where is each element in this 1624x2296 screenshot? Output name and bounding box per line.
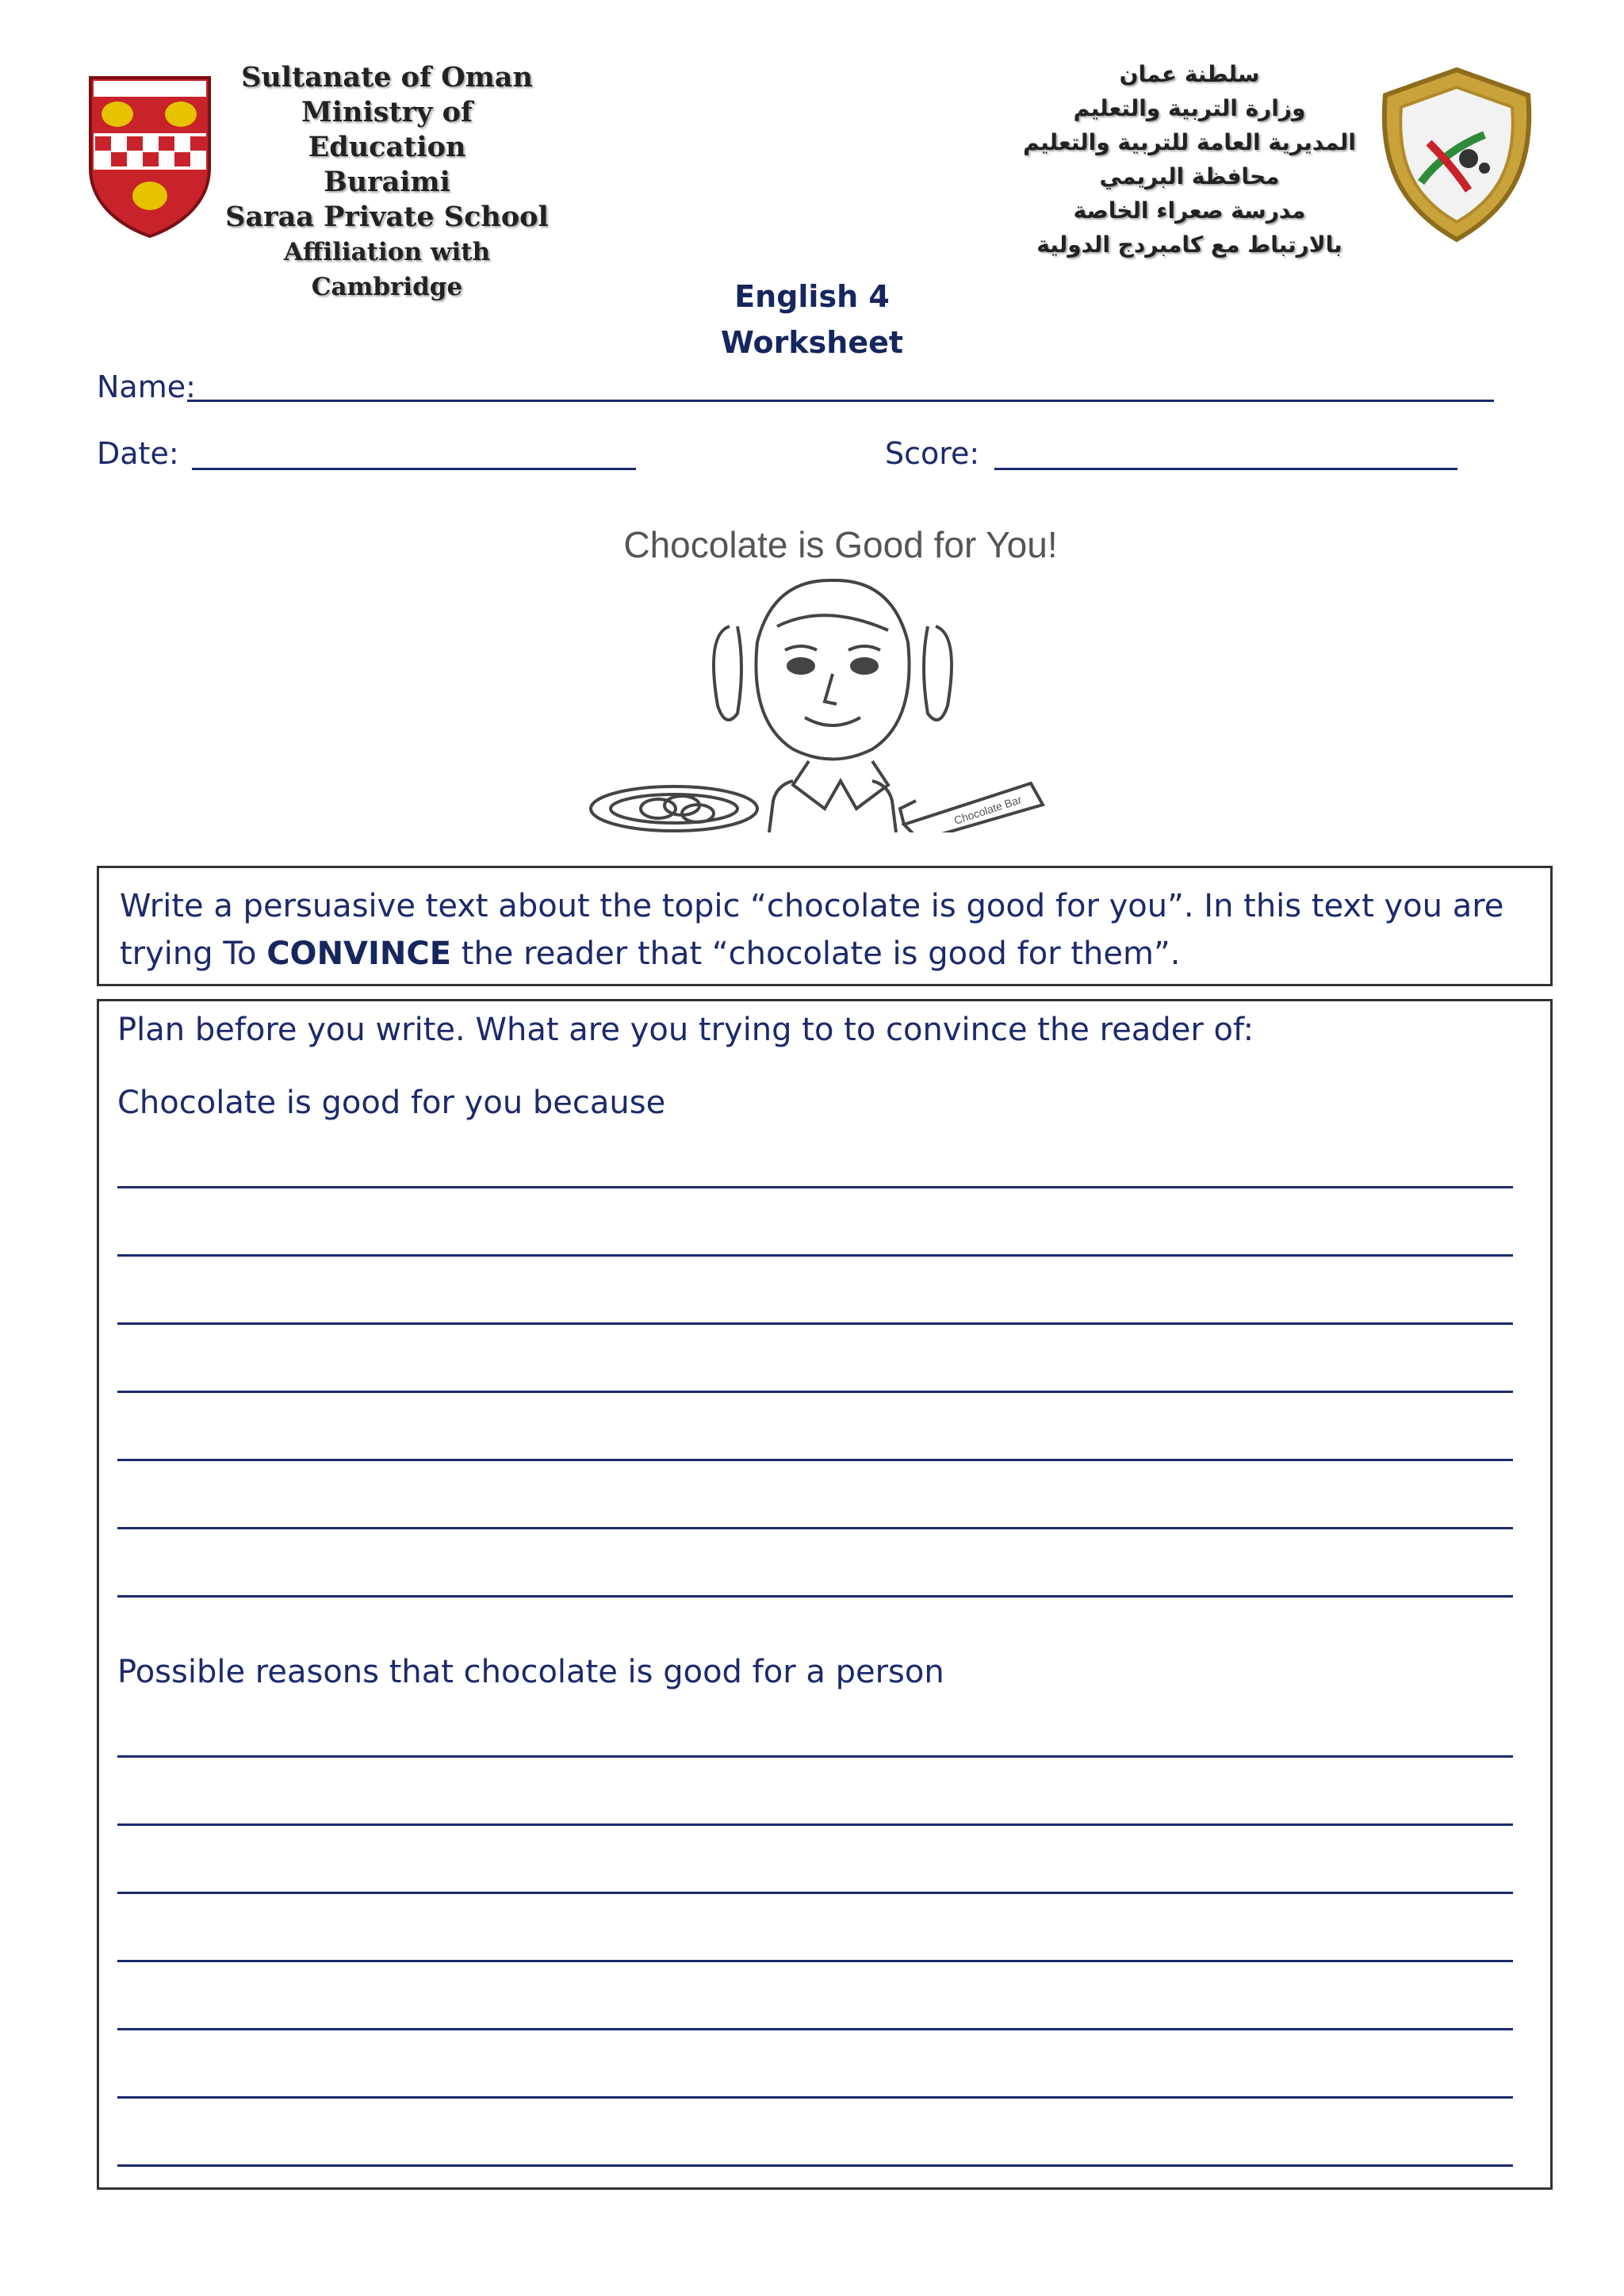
header-right-line: المديرية العامة للتربية والتعليم	[1023, 129, 1356, 155]
illustration-caption: Chocolate is Good for You!	[623, 524, 1058, 565]
answer-line[interactable]	[117, 1391, 1513, 1393]
cambridge-crest-icon	[86, 73, 214, 239]
score-field[interactable]	[994, 468, 1457, 470]
answer-line[interactable]	[117, 1527, 1513, 1529]
instruction-box	[97, 866, 1553, 986]
instruction-emphasis: CONVINCE	[266, 936, 452, 972]
header-left-line: Affiliation with Cambridge	[283, 238, 491, 301]
name-label: Name:	[97, 369, 196, 404]
chocolate-illustration	[587, 515, 1094, 832]
header-left-line: Ministry of Education	[301, 96, 473, 163]
plan-box	[97, 999, 1553, 2190]
header-right-line: محافظة البريمي	[1099, 163, 1280, 189]
chocolate-bar-label: Chocolate Bar	[952, 793, 1024, 827]
instruction-text: Write a persuasive text about the topic “chocolate is good for you”. In this text you are trying To	[120, 888, 1504, 972]
instruction-text-end: the reader that “chocolate is good for them”.	[451, 936, 1181, 972]
school-badge-icon	[1365, 63, 1548, 246]
answer-line[interactable]	[117, 1186, 1513, 1188]
answer-line[interactable]	[117, 1595, 1513, 1598]
worksheet-title: Worksheet	[720, 325, 904, 360]
date-field[interactable]	[192, 468, 636, 470]
answer-line[interactable]	[117, 2028, 1513, 2030]
plan-prompt-because: Chocolate is good for you because	[117, 1085, 666, 1121]
score-label: Score:	[885, 436, 980, 471]
worksheet-subject: English 4	[734, 279, 890, 314]
header-left-line: Sultanate of Oman	[241, 61, 533, 94]
date-label: Date:	[97, 436, 179, 471]
answer-line[interactable]	[117, 1254, 1513, 1257]
answer-line[interactable]	[117, 2096, 1513, 2099]
header-right-line: وزارة التربية والتعليم	[1073, 95, 1306, 121]
girl-with-chocolate-icon	[587, 571, 1094, 832]
school-header-left	[220, 60, 553, 304]
school-header-right	[1023, 57, 1356, 262]
answer-line[interactable]	[117, 1960, 1513, 1962]
plan-prompt-reasons: Possible reasons that chocolate is good for a person	[117, 1654, 944, 1690]
name-field[interactable]	[187, 400, 1494, 402]
header-right-line: بالارتباط مع كامبردج الدولية	[1036, 232, 1342, 258]
plan-intro: Plan before you write. What are you trying to to convince the reader of:	[117, 1012, 1254, 1048]
header-left-line: Buraimi	[324, 166, 450, 198]
answer-line[interactable]	[117, 2164, 1513, 2167]
header-right-line: سلطنة عمان	[1119, 61, 1260, 87]
header-right-line: مدرسة صعراء الخاصة	[1073, 197, 1306, 224]
answer-line[interactable]	[117, 1892, 1513, 1894]
answer-line[interactable]	[117, 1459, 1513, 1461]
answer-line[interactable]	[117, 1823, 1513, 1826]
answer-line[interactable]	[117, 1322, 1513, 1325]
answer-line[interactable]	[117, 1755, 1513, 1758]
header-left-line: Saraa Private School	[225, 201, 549, 233]
